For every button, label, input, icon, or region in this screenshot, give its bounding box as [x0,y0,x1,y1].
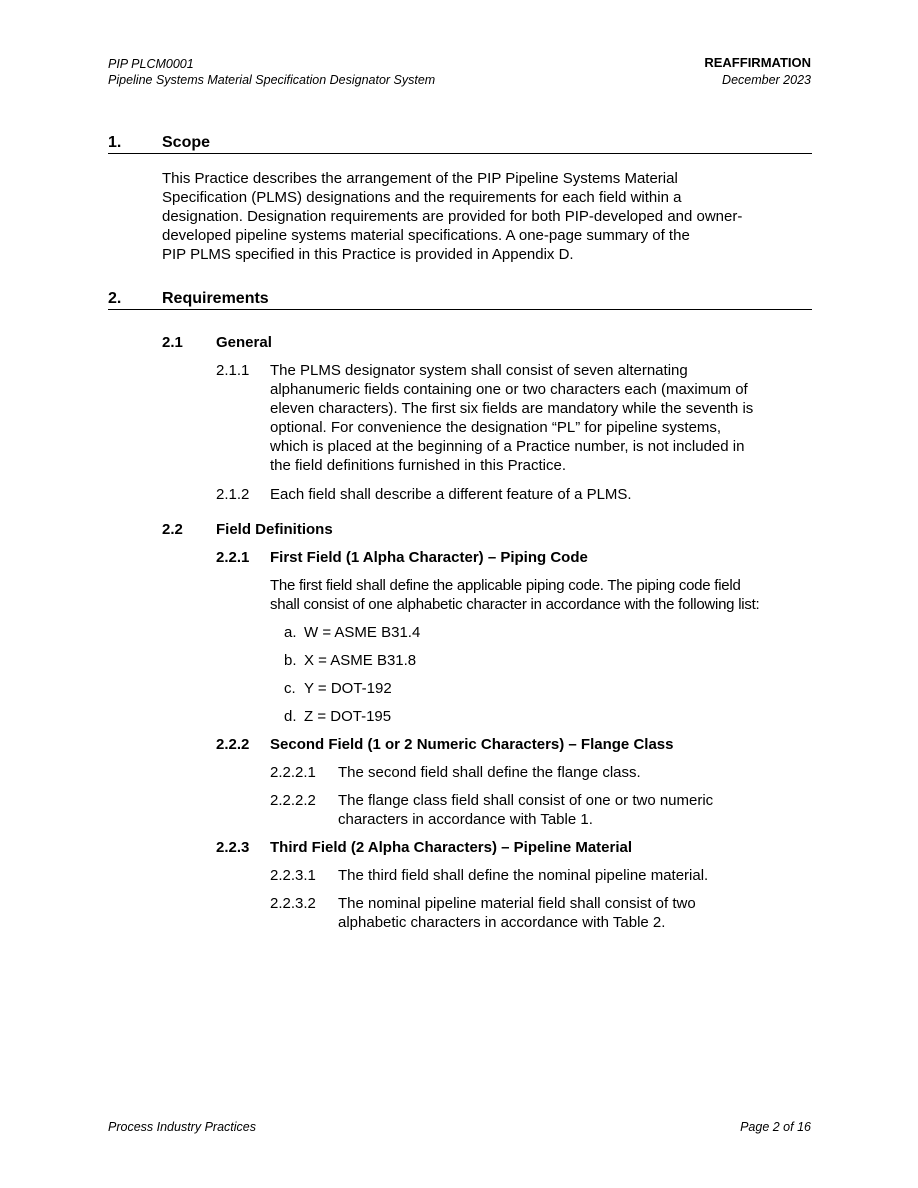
item-number-2-2-2-2: 2.2.2.2 [270,792,316,809]
section-number-requirements: 2. [108,290,122,307]
section-title-scope: Scope [162,134,211,151]
item-line: which is placed at the beginning of a Practice number, is not included in [270,438,745,455]
item-text-2-1-2: Each field shall describe a different feature of a PLMS. [270,486,632,503]
item-text-2-2-2-2 [338,791,818,829]
section-rule-scope [108,153,812,154]
heading-number-2-2-2: 2.2.2 [216,736,250,753]
subsection-title-general: General [216,334,272,351]
first-field-paragraph [270,576,830,614]
heading-title-2-2-1: First Field (1 Alpha Character) – Piping Code [270,549,588,566]
doc-id: PIP PLCM0001 [108,57,194,71]
list-marker: b. [284,652,297,669]
subsection-number-field-definitions: 2.2 [162,521,183,538]
list-item: Z = DOT-195 [304,708,392,725]
item-number-2-2-3-1: 2.2.3.1 [270,867,316,884]
scope-line: designation. Designation requirements are provided for both PIP-developed and owner- [162,208,743,225]
list-marker: d. [284,708,297,725]
heading-title-2-2-3: Third Field (2 Alpha Characters) – Pipeline Material [270,839,633,856]
item-line: eleven characters). The first six fields are mandatory while the seventh is [270,400,754,417]
subsection-number-general: 2.1 [162,334,183,351]
list-marker: c. [284,680,296,697]
item-number-2-1-1: 2.1.1 [216,362,250,379]
paragraph-line: The first field shall define the applicable piping code. The piping code field [270,577,741,594]
item-text-2-2-3-2 [338,894,818,932]
heading-number-2-2-3: 2.2.3 [216,839,250,856]
footer-page-number: Page 2 of 16 [740,1120,811,1134]
heading-title-2-2-2: Second Field (1 or 2 Numeric Characters) – Flange Class [270,736,674,753]
subsection-title-field-definitions: Field Definitions [216,521,333,538]
scope-line: PIP PLMS specified in this Practice is provided in Appendix D. [162,246,574,263]
item-line: alphanumeric fields containing one or two characters each (maximum of [270,381,748,398]
section-rule-requirements [108,309,812,310]
item-line: characters in accordance with Table 1. [338,811,593,828]
scope-line: developed pipeline systems material specifications. A one-page summary of the [162,227,690,244]
item-line: The PLMS designator system shall consist of seven alternating [270,362,688,379]
doc-title: Pipeline Systems Material Specification Designator System [108,73,436,87]
list-item: W = ASME B31.4 [304,624,421,641]
section-number-scope: 1. [108,134,122,151]
item-number-2-1-2: 2.1.2 [216,486,250,503]
list-item: X = ASME B31.8 [304,652,417,669]
scope-paragraph [162,169,822,264]
doc-date: December 2023 [722,73,811,87]
status-badge: REAFFIRMATION [704,55,811,70]
scope-line: Specification (PLMS) designations and the requirements for each field within a [162,189,682,206]
item-number-2-2-2-1: 2.2.2.1 [270,764,316,781]
item-line: the field definitions furnished in this Practice. [270,457,566,474]
footer-publisher: Process Industry Practices [108,1120,256,1134]
item-text-2-2-2-1: The second field shall define the flange class. [338,764,641,781]
section-title-requirements: Requirements [162,290,269,307]
item-line: alphabetic characters in accordance with Table 2. [338,914,666,931]
list-item: Y = DOT-192 [304,680,392,697]
item-line: optional. For convenience the designation “PL” for pipeline systems, [270,419,722,436]
list-marker: a. [284,624,297,641]
paragraph-line: shall consist of one alphabetic character in accordance with the following list: [270,596,760,613]
item-text-2-2-3-1: The third field shall define the nominal pipeline material. [338,867,709,884]
item-line: The nominal pipeline material field shall consist of two [338,895,696,912]
item-text-2-1-1 [270,361,830,475]
scope-line: This Practice describes the arrangement of the PIP Pipeline Systems Material [162,170,678,187]
item-line: The flange class field shall consist of one or two numeric [338,792,714,809]
item-number-2-2-3-2: 2.2.3.2 [270,895,316,912]
heading-number-2-2-1: 2.2.1 [216,549,250,566]
